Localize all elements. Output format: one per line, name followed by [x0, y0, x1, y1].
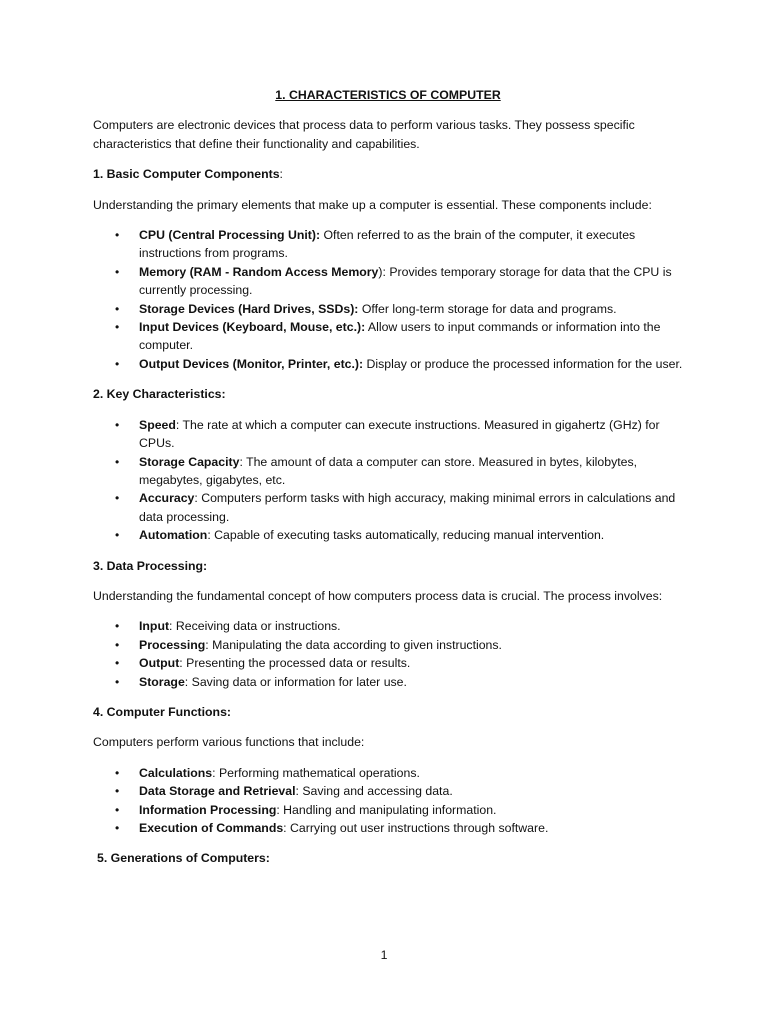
section-description: Computers perform various functions that include:	[93, 735, 365, 750]
list-item: • Information Processing: Handling and manipulating information.	[93, 801, 683, 819]
list-item: • Data Storage and Retrieval: Saving and accessing data.	[93, 782, 683, 800]
bullet-icon: •	[115, 637, 120, 652]
section-description: Understanding the fundamental concept of how computers process data is crucial. The process involves:	[93, 588, 663, 603]
bullet-icon: •	[115, 619, 120, 634]
list-item: • Storage Capacity: The amount of data a computer can store. Measured in bytes, kilobytes, megabytes, gigabytes, etc.	[115, 454, 638, 487]
document-title: 1. CHARACTERISTICS OF COMPUTER	[275, 88, 501, 102]
component-list	[93, 226, 683, 373]
list-item: • Storage Devices (Hard Drives, SSDs): Offer long-term storage for data and programs.	[93, 300, 683, 318]
intro-paragraph: Computers are electronic devices that process data to perform various tasks. They possess specific characteristics that define their functionality and capabilities.	[93, 118, 635, 151]
bullet-icon: •	[115, 674, 120, 689]
bullet-icon: •	[115, 356, 120, 371]
processing-list	[93, 617, 683, 691]
list-item: • Calculations: Performing mathematical operations.	[93, 764, 683, 782]
list-item: • Processing: Manipulating the data according to given instructions.	[93, 636, 683, 654]
bullet-icon: •	[115, 417, 120, 432]
list-item: • CPU (Central Processing Unit): Often referred to as the brain of the computer, it executes instructions from programs.	[115, 228, 636, 261]
section-heading-data-processing: 3. Data Processing:	[93, 558, 208, 573]
list-item: • Execution of Commands: Carrying out user instructions through software.	[93, 819, 683, 837]
bullet-icon: •	[115, 491, 120, 506]
list-item: • Memory (RAM - Random Access Memory): Provides temporary storage for data that the CPU is currently processing.	[115, 264, 672, 298]
list-item: • Input: Receiving data or instructions.	[93, 617, 683, 635]
bullet-icon: •	[115, 228, 120, 243]
list-item: • Accuracy: Computers perform tasks with high accuracy, making minimal errors in calculations and data processing.	[115, 491, 676, 524]
bullet-icon: •	[115, 821, 120, 835]
section-heading-computer-functions: 4. Computer Functions:	[93, 704, 231, 719]
bullet-icon: •	[115, 765, 120, 780]
bullet-icon: •	[115, 656, 120, 671]
section-description: Understanding the primary elements that make up a computer is essential. These components include:	[93, 197, 652, 212]
section-heading-basic-components: 1. Basic Computer Components:	[93, 167, 283, 182]
list-item: • Output: Presenting the processed data or results.	[93, 654, 683, 672]
bullet-icon: •	[115, 454, 120, 469]
list-item: • Speed: The rate at which a computer can execute instructions. Measured in gigahertz (GHz) for CPUs.	[115, 417, 660, 451]
bullet-icon: •	[115, 784, 120, 799]
list-item: • Storage: Saving data or information for later use.	[93, 673, 683, 691]
functions-list	[93, 764, 683, 838]
section-heading-key-characteristics: 2. Key Characteristics:	[93, 387, 226, 402]
bullet-icon: •	[115, 264, 120, 279]
section-heading-generations: 5. Generations of Computers:	[97, 851, 270, 866]
bullet-icon: •	[115, 320, 120, 335]
bullet-icon: •	[115, 301, 120, 316]
characteristics-list	[93, 416, 683, 545]
list-item: • Output Devices (Monitor, Printer, etc.): Display or produce the processed information for the user.	[93, 355, 683, 373]
bullet-icon: •	[115, 802, 120, 817]
page-number: 1	[380, 948, 388, 962]
list-item: • Input Devices (Keyboard, Mouse, etc.): Allow users to input commands or information into the computer.	[115, 320, 661, 353]
document-body	[93, 86, 683, 880]
list-item: • Automation: Capable of executing tasks automatically, reducing manual intervention.	[93, 526, 683, 544]
bullet-icon: •	[115, 528, 120, 543]
